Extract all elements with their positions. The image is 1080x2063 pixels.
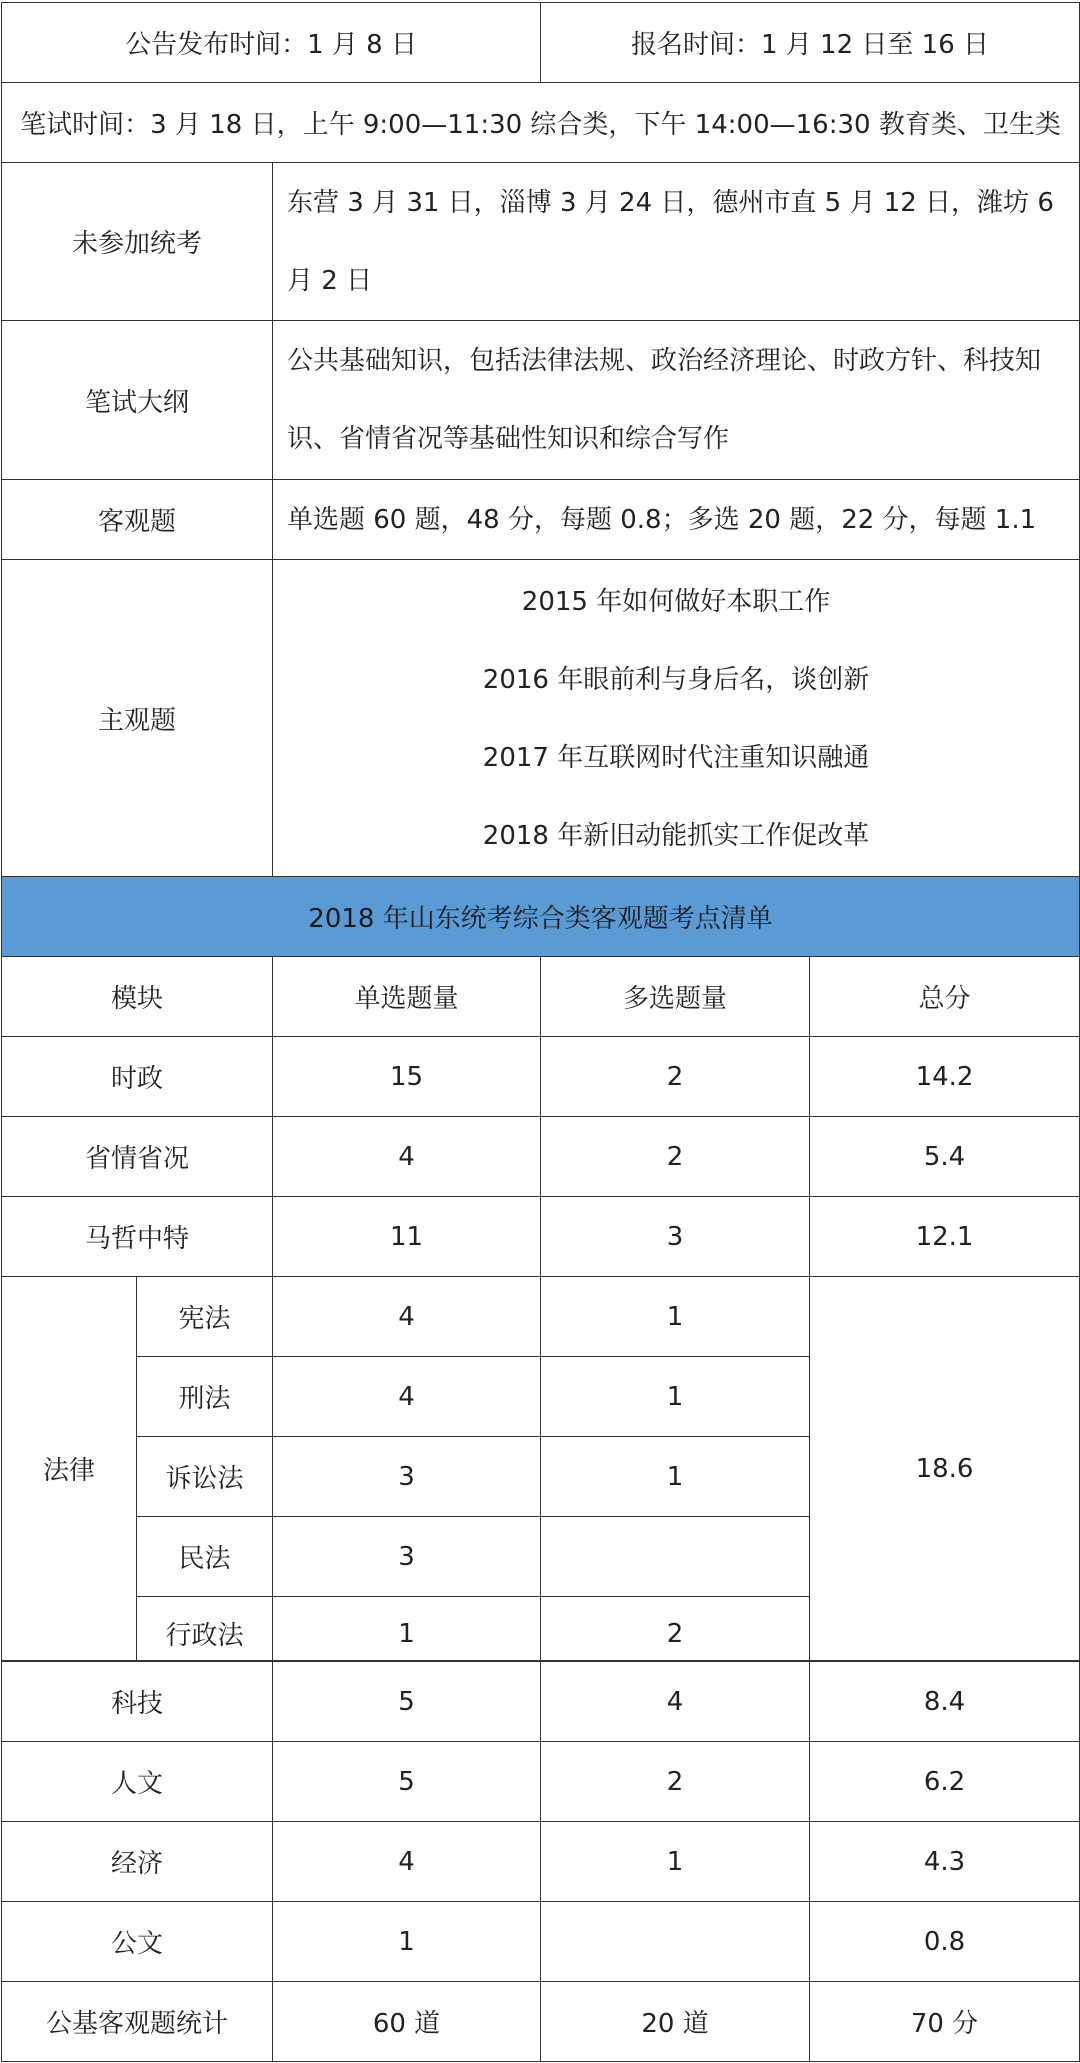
module-name: 经济 [2,1822,273,1902]
table-row [2,1037,1080,1117]
law-sub-name: 宪法 [137,1277,273,1357]
row-written-time [2,83,1080,163]
summary-row [2,1982,1080,2062]
total-score: 4.3 [810,1822,1080,1902]
row-objective [2,480,1080,560]
header-total: 总分 [810,957,1080,1037]
subjective-topics [273,560,1080,878]
announce-date: 公告发布时间：1 月 8 日 [2,3,541,83]
subjective-topic-2015: 2015 年如何做好本职工作 [521,586,831,617]
stats-title-row [2,877,1080,957]
single-count: 3 [273,1437,541,1517]
summary-single: 60 道 [273,1982,541,2062]
row-non-unified [2,163,1080,321]
module-name: 科技 [2,1662,273,1742]
single-count: 4 [273,1822,541,1902]
row-subjective [2,560,1080,878]
objective-value: 单选题 60 题，48 分，每题 0.8；多选 20 题，22 分，每题 1.1 [273,480,1080,560]
written-exam-time: 笔试时间：3 月 18 日，上午 9:00—11:30 综合类，下午 14:00—16:30 教育类、卫生类 [2,83,1080,163]
law-sub-name: 刑法 [137,1357,273,1437]
module-name: 公文 [2,1902,273,1982]
table-row [2,1822,1080,1902]
single-count: 4 [273,1117,541,1197]
table-row [2,1902,1080,1982]
total-score: 6.2 [810,1742,1080,1822]
single-count: 1 [273,1597,541,1661]
multi-count: 2 [541,1037,810,1117]
law-sub-name: 诉讼法 [137,1437,273,1517]
table-row [2,1117,1080,1197]
single-count: 1 [273,1902,541,1982]
subjective-topic-2017: 2017 年互联网时代注重知识融通 [482,742,870,773]
non-unified-label: 未参加统考 [2,163,273,321]
multi-count: 2 [541,1597,810,1661]
multi-count: 1 [541,1357,810,1437]
multi-count [541,1517,810,1597]
single-count: 3 [273,1517,541,1597]
subjective-topic-2018: 2018 年新旧动能抓实工作促改革 [482,820,870,851]
single-count: 4 [273,1357,541,1437]
single-count: 15 [273,1037,541,1117]
objective-label: 客观题 [2,480,273,560]
total-score: 12.1 [810,1197,1080,1277]
summary-multi: 20 道 [541,1982,810,2062]
module-name: 马哲中特 [2,1197,273,1277]
total-score: 5.4 [810,1117,1080,1197]
law-total-score: 18.6 [810,1277,1080,1661]
single-count: 5 [273,1742,541,1822]
module-name: 人文 [2,1742,273,1822]
law-module-name: 法律 [2,1277,137,1661]
single-count: 11 [273,1197,541,1277]
multi-count [541,1902,810,1982]
total-score: 8.4 [810,1662,1080,1742]
table-row [2,1662,1080,1742]
single-count: 5 [273,1662,541,1742]
row-outline [2,321,1080,480]
law-sub-name: 行政法 [137,1597,273,1661]
single-count: 4 [273,1277,541,1357]
summary-total: 70 分 [810,1982,1080,2062]
total-score: 0.8 [810,1902,1080,1982]
objective-stats-table-top [1,876,1080,1661]
multi-count: 1 [541,1277,810,1357]
law-sub-name: 民法 [137,1517,273,1597]
register-date: 报名时间：1 月 12 日至 16 日 [541,3,1080,83]
row-dates [2,3,1080,83]
header-multi: 多选题量 [541,957,810,1037]
subjective-label: 主观题 [2,560,273,878]
table-row [2,1197,1080,1277]
multi-count: 1 [541,1437,810,1517]
multi-count: 1 [541,1822,810,1902]
module-name: 时政 [2,1037,273,1117]
stats-title: 2018 年山东统考综合类客观题考点清单 [2,877,1080,957]
objective-stats-table-bottom [1,1661,1080,2062]
stats-header-row [2,957,1080,1037]
multi-count: 3 [541,1197,810,1277]
header-module: 模块 [2,957,273,1037]
summary-label: 公基客观题统计 [2,1982,273,2062]
multi-count: 2 [541,1742,810,1822]
module-name: 省情省况 [2,1117,273,1197]
outline-label: 笔试大纲 [2,321,273,480]
header-single: 单选题量 [273,957,541,1037]
multi-count: 4 [541,1662,810,1742]
law-row-constitution [2,1277,1080,1357]
outline-value: 公共基础知识，包括法律法规、政治经济理论、时政方针、科技知识、省情省况等基础性知识和综合写作 [273,321,1080,480]
table-row [2,1742,1080,1822]
exam-info-table [1,2,1080,878]
non-unified-value: 东营 3 月 31 日，淄博 3 月 24 日，德州市直 5 月 12 日，潍坊 6 月 2 日 [273,163,1080,321]
multi-count: 2 [541,1117,810,1197]
subjective-topic-2016: 2016 年眼前利与身后名，谈创新 [482,664,870,695]
total-score: 14.2 [810,1037,1080,1117]
